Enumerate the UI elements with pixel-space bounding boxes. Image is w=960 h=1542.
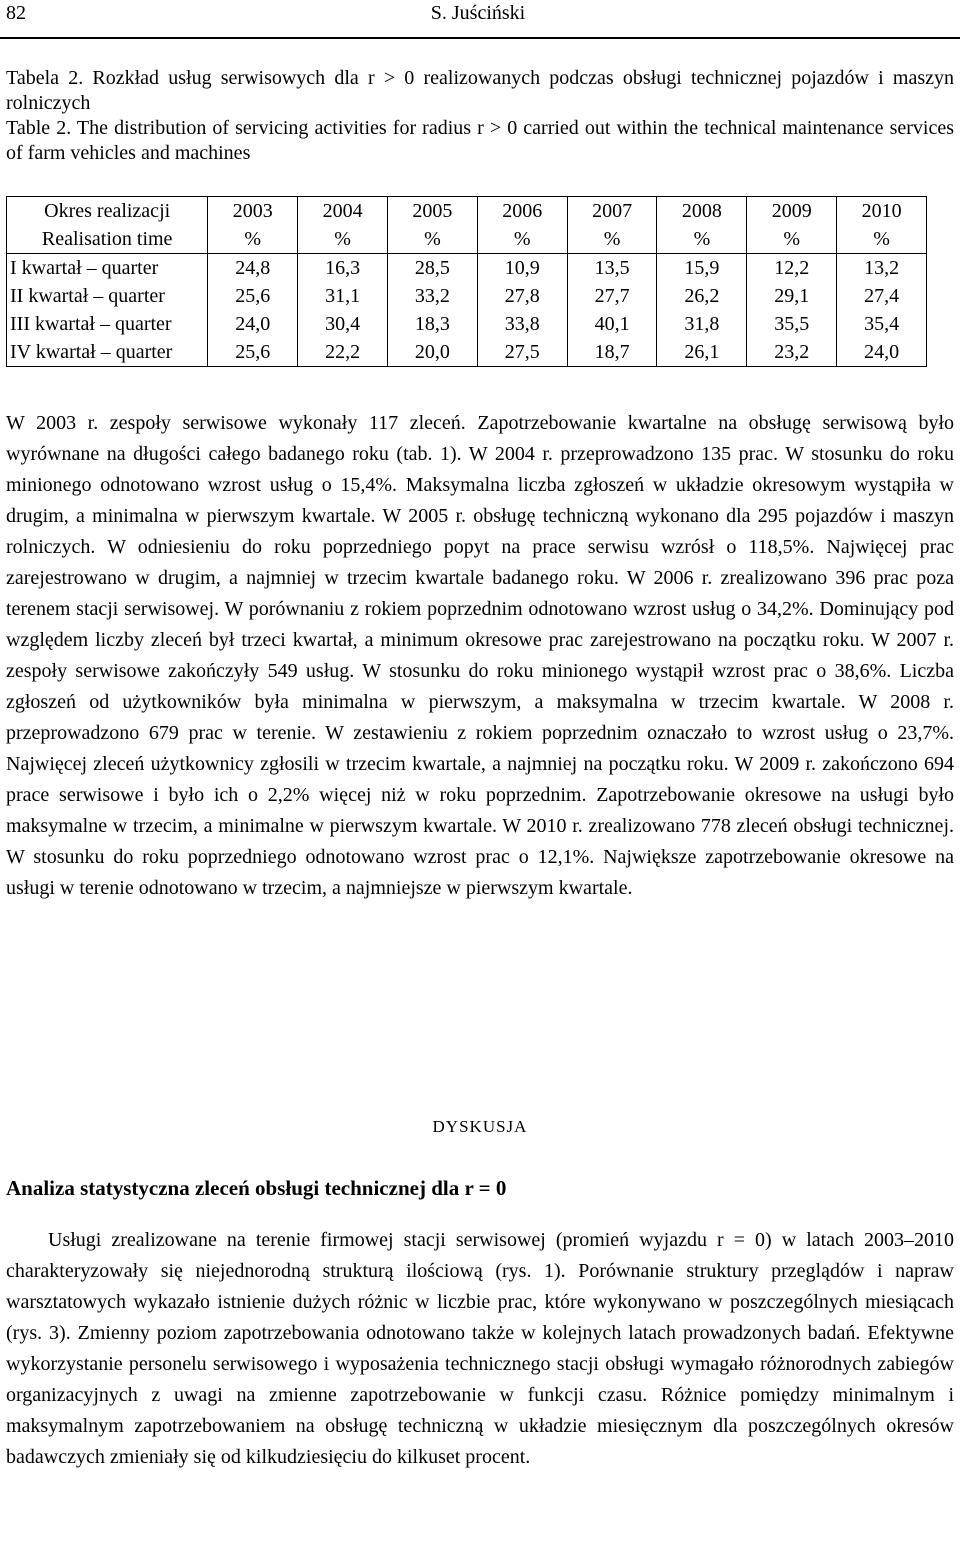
header-period-pl: Okres realizacji: [44, 200, 171, 222]
year-values-cell: [747, 254, 837, 367]
year-values-cell: [298, 254, 388, 367]
header-period: [7, 197, 208, 254]
row-label: II kwartał – quarter: [10, 285, 165, 307]
table-cell: 29,1: [774, 285, 810, 307]
table-cell: 27,4: [864, 285, 900, 307]
table-cell: 31,1: [325, 285, 361, 307]
table-cell: 10,9: [504, 257, 540, 279]
table-caption: [6, 66, 954, 166]
header-year: [298, 197, 388, 254]
table-cell: 25,6: [235, 285, 271, 307]
table-caption-en: Table 2. The distribution of servicing activities for radius r > 0 carried out within the technical maintenance services of farm vehicles and machines: [6, 117, 954, 164]
table-cell: 27,8: [504, 285, 540, 307]
year-values-cell: [208, 254, 298, 367]
year-label: 2010: [861, 200, 902, 222]
table-header-row: [7, 197, 927, 254]
year-label: 2009: [771, 200, 812, 222]
unit-label: %: [424, 228, 441, 250]
row-label: IV kwartał – quarter: [10, 341, 173, 363]
table-cell: 18,7: [594, 341, 630, 363]
table-cell: 23,2: [774, 341, 810, 363]
year-values-cell: [388, 254, 478, 367]
unit-label: %: [693, 228, 711, 250]
header-year: [567, 197, 657, 254]
table-cell: 31,8: [684, 313, 720, 335]
year-label: 2005: [412, 200, 453, 222]
row-label: III kwartał – quarter: [10, 313, 172, 335]
results-text: W 2003 r. zespoły serwisowe wykonały 117 zleceń. Zapotrzebowanie kwartalne na obsługę serwisową było wyrównane na długości całego badanego roku (tab. 1). W 2004 r. przeprowadzono 135 prac. W stosunku do roku minionego odnotowano wzrost usług o 15,4%. Maksymalna liczba zgłoszeń w układzie okresowym wystąpiła w drugim, a minimalna w pierwszym kwartale. W 2005 r. obsługę techniczną wykonano dla 295 pojazdów i maszyn rolniczych. W odniesieniu do roku poprzedniego popyt na prace serwisu wzrósł o 118,5%. Najwięcej prac zarejestrowano w drugim, a najmniej w trzecim kwartale badanego roku. W 2006 r. zrealizowano 396 prac poza terenem stacji serwisowej. W porównaniu z rokiem poprzednim odnotowano wzrost usług o 34,2%. Dominujący pod względem liczby zleceń był trzeci kwartał, a minimum okresowe prac zarejestrowano na początku roku. W 2007 r. zespoły serwisowe zakończyły 549 usług. W stosunku do roku minionego wystąpił wzrost prac o 38,6%. Liczba zgłoszeń od użytkowników była minimalna w pierwszym, a maksymalna w trzecim kwartale. W 2008 r. przeprowadzono 679 prac w terenie. W zestawieniu z rokiem poprzednim oznaczało to wzrost usług o 23,7%. Najwięcej zleceń użytkownicy zgłosili w trzecim kwartale, a najmniej na początku roku. W 2009 r. zakończono 694 prace serwisowe i było ich o 2,2% więcej niż w roku poprzednim. Zapotrzebowanie okresowe na usługi było maksymalne w trzecim, a minimalne w pierwszym kwartale. W 2010 r. zrealizowano 778 zleceń obsługi technicznej. W stosunku do roku poprzedniego odnotowano wzrost prac o 12,1%. Największe zapotrzebowanie okresowe na usługi w terenie odnotowano w trzecim, a najmniejsze w pierwszym kwartale.: [6, 412, 954, 899]
table-cell: 26,2: [684, 285, 720, 307]
header-year: [747, 197, 837, 254]
year-values-cell: [477, 254, 567, 367]
table-cell: 13,5: [594, 257, 630, 279]
row-label: I kwartał – quarter: [10, 257, 159, 279]
table-cell: 30,4: [325, 313, 361, 335]
unit-label: %: [334, 228, 351, 250]
results-paragraph: [6, 408, 954, 904]
table-cell: 28,5: [414, 257, 450, 279]
unit-label: %: [603, 228, 621, 250]
table-cell: 15,9: [684, 257, 720, 279]
year-values-cell: [657, 254, 747, 367]
unit-label: %: [513, 228, 531, 250]
table-cell: 20,0: [414, 341, 450, 363]
table-cell: 24,0: [235, 313, 271, 335]
year-label: 2007: [592, 200, 633, 222]
table-cell: 24,0: [864, 341, 900, 363]
year-label: 2008: [681, 200, 722, 222]
unit-label: %: [873, 228, 890, 250]
header-rule: [0, 37, 960, 39]
running-header: [6, 0, 950, 30]
year-label: 2006: [502, 200, 543, 222]
running-author: S. Juściński: [430, 2, 526, 24]
table-cell: 35,4: [864, 313, 900, 335]
subheading: Analiza statystyczna zleceń obsługi technicznej dla r = 0: [6, 1176, 507, 1200]
table-cell: 40,1: [594, 313, 630, 335]
table-cell: 33,8: [504, 313, 540, 335]
table-cell: 25,6: [235, 341, 271, 363]
table-cell: 26,1: [684, 341, 720, 363]
table-cell: 18,3: [414, 313, 450, 335]
data-table: [6, 196, 927, 367]
table-cell: 16,3: [325, 257, 361, 279]
year-values-cell: [837, 254, 927, 367]
page-number: 82: [6, 2, 26, 24]
header-year: [477, 197, 567, 254]
table-cell: 22,2: [325, 341, 361, 363]
section-title: DYSKUSJA: [432, 1117, 528, 1136]
year-label: 2004: [322, 200, 363, 222]
discussion-text: Usługi zrealizowane na terenie firmowej stacji serwisowej (promień wyjazdu r = 0) w latach 2003–2010 charakteryzowały się niejednorodną strukturą ilościową (rys. 1). Porównanie struktury przeglądów i napraw warsztatowych wykazało istnienie dużych różnic w liczbie prac, które wykonywano w poszczególnych miesiącach (rys. 3). Zmienny poziom zapotrzebowania odnotowano także w kolejnych latach prowadzonych badań. Efektywne wykorzystanie personelu serwisowego i wyposażenia technicznego stacji obsługi wymagało różnorodnych zabiegów organizacyjnych z uwagi na zmienne zapotrzebowanie w funkcji czasu. Różnice pomiędzy minimalnym i maksymalnym zapotrzebowaniem na obsługę techniczną w układzie miesięcznym dla poszczególnych okresów badawczych zmieniały się od kilkudziesięciu do kilkuset procent.: [6, 1229, 954, 1468]
unit-label: %: [244, 228, 262, 250]
year-label: 2003: [232, 200, 273, 222]
table-cell: 33,2: [414, 285, 450, 307]
discussion-paragraph: [6, 1225, 954, 1473]
header-year: [837, 197, 927, 254]
table-body-row: [7, 254, 927, 367]
table-caption-pl: Tabela 2. Rozkład usług serwisowych dla r > 0 realizowanych podczas obsługi technicznej pojazdów i maszyn rolniczych: [6, 67, 954, 114]
header-year: [657, 197, 747, 254]
table-cell: 27,5: [504, 341, 540, 363]
header-year: [388, 197, 478, 254]
unit-label: %: [783, 228, 801, 250]
header-year: [208, 197, 298, 254]
table-cell: 24,8: [235, 257, 271, 279]
table-cell: 27,7: [594, 285, 630, 307]
table-cell: 13,2: [864, 257, 900, 279]
quarter-labels-cell: [7, 254, 208, 367]
header-period-en: Realisation time: [41, 228, 173, 250]
table-cell: 35,5: [774, 313, 810, 335]
table-cell: 12,2: [774, 257, 810, 279]
year-values-cell: [567, 254, 657, 367]
